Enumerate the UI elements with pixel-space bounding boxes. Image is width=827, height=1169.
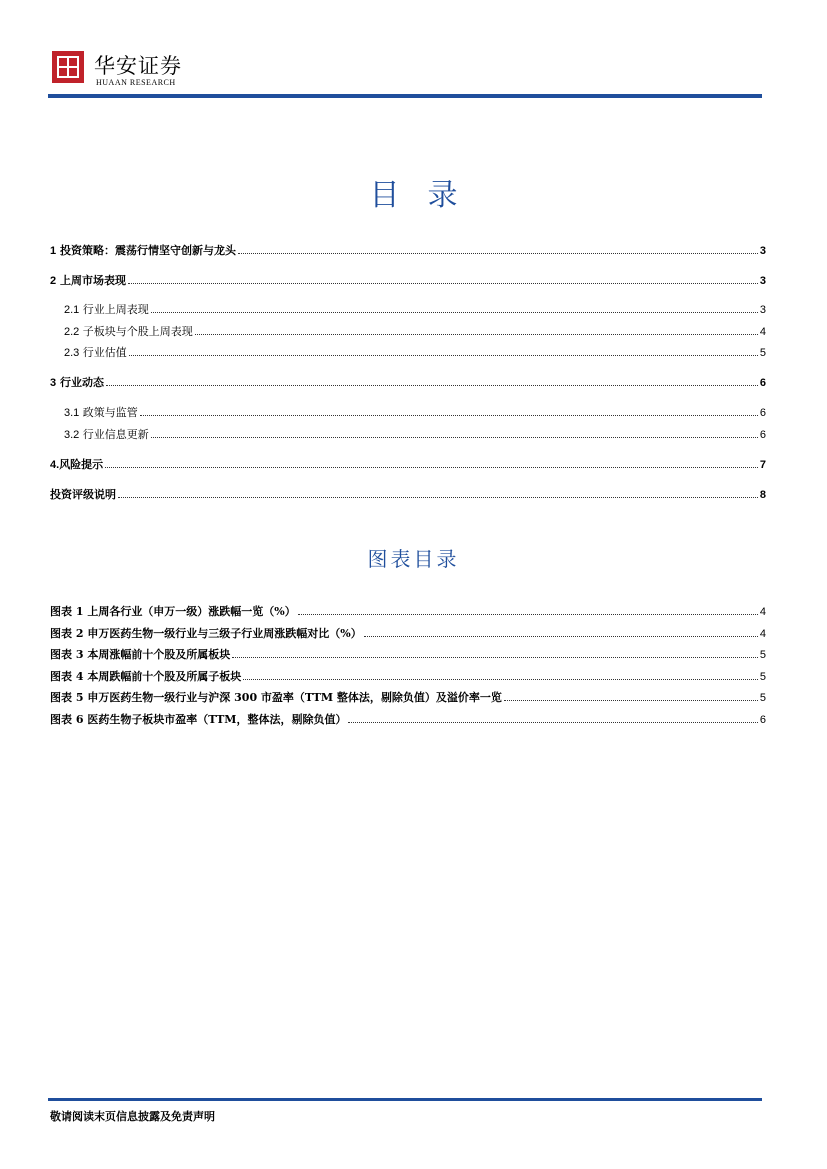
page-number: 5 <box>759 649 766 661</box>
footer-divider <box>48 1098 762 1101</box>
page-number: 5 <box>759 347 766 359</box>
page-header <box>52 50 762 100</box>
figure-entry[interactable]: 图表 4 本周跌幅前十个股及所属子板块 5 <box>50 670 766 683</box>
figure-entry[interactable]: 图表 5 申万医药生物一级行业与沪深 300 市盈率（TTM 整体法，剔除负值）及溢价率一览 5 <box>50 691 766 704</box>
page-number: 3 <box>759 245 766 257</box>
page-number: 4 <box>759 326 766 338</box>
figure-entry[interactable]: 图表 6 医药生物子板块市盈率（TTM，整体法，剔除负值） 6 <box>50 713 766 726</box>
toc-entry[interactable]: 3.1 政策与监管 6 <box>64 406 766 419</box>
toc-entry[interactable]: 2 上周市场表现 3 <box>50 274 766 287</box>
toc-entry[interactable]: 2.2 子板块与个股上周表现 4 <box>64 325 766 338</box>
page-number: 6 <box>759 714 766 726</box>
toc-entry[interactable]: 2.1 行业上周表现 3 <box>64 303 766 316</box>
toc-entry[interactable]: 3.2 行业信息更新 6 <box>64 428 766 441</box>
logo-chinese-name: 华安证券 <box>94 54 182 78</box>
company-logo-icon <box>52 51 84 83</box>
figures-title: 图表目录 <box>367 547 460 571</box>
figure-entry[interactable]: 图表 3 本周涨幅前十个股及所属板块 5 <box>50 648 766 661</box>
toc-title: 目录 <box>369 178 486 213</box>
page-number: 6 <box>759 407 766 419</box>
page-number: 6 <box>759 429 766 441</box>
logo-english-name: HUAAN RESEARCH <box>96 78 176 87</box>
toc-entry[interactable]: 3 行业动态 6 <box>50 376 766 389</box>
page-number: 5 <box>759 671 766 683</box>
figure-entry[interactable]: 图表 1 上周各行业（申万一级）涨跌幅一览（%） 4 <box>50 605 766 618</box>
toc-entry[interactable]: 4.风险提示 7 <box>50 458 766 471</box>
page-number: 4 <box>759 628 766 640</box>
page-number: 6 <box>759 377 766 389</box>
page-number: 7 <box>759 459 766 471</box>
toc-entry[interactable]: 1 投资策略：震荡行情坚守创新与龙头 3 <box>50 244 766 257</box>
toc-entry[interactable]: 投资评级说明 8 <box>50 488 766 501</box>
page-number: 5 <box>759 692 766 704</box>
figure-entry[interactable]: 图表 2 申万医药生物一级行业与三级子行业周涨跌幅对比（%） 4 <box>50 627 766 640</box>
header-divider <box>48 94 762 98</box>
toc-entry[interactable]: 2.3 行业估值 5 <box>64 346 766 359</box>
footer-disclaimer: 敬请阅读末页信息披露及免责声明 <box>50 1110 215 1123</box>
page-number: 4 <box>759 606 766 618</box>
page-number: 3 <box>759 275 766 287</box>
page-number: 8 <box>759 489 766 501</box>
page-number: 3 <box>759 304 766 316</box>
